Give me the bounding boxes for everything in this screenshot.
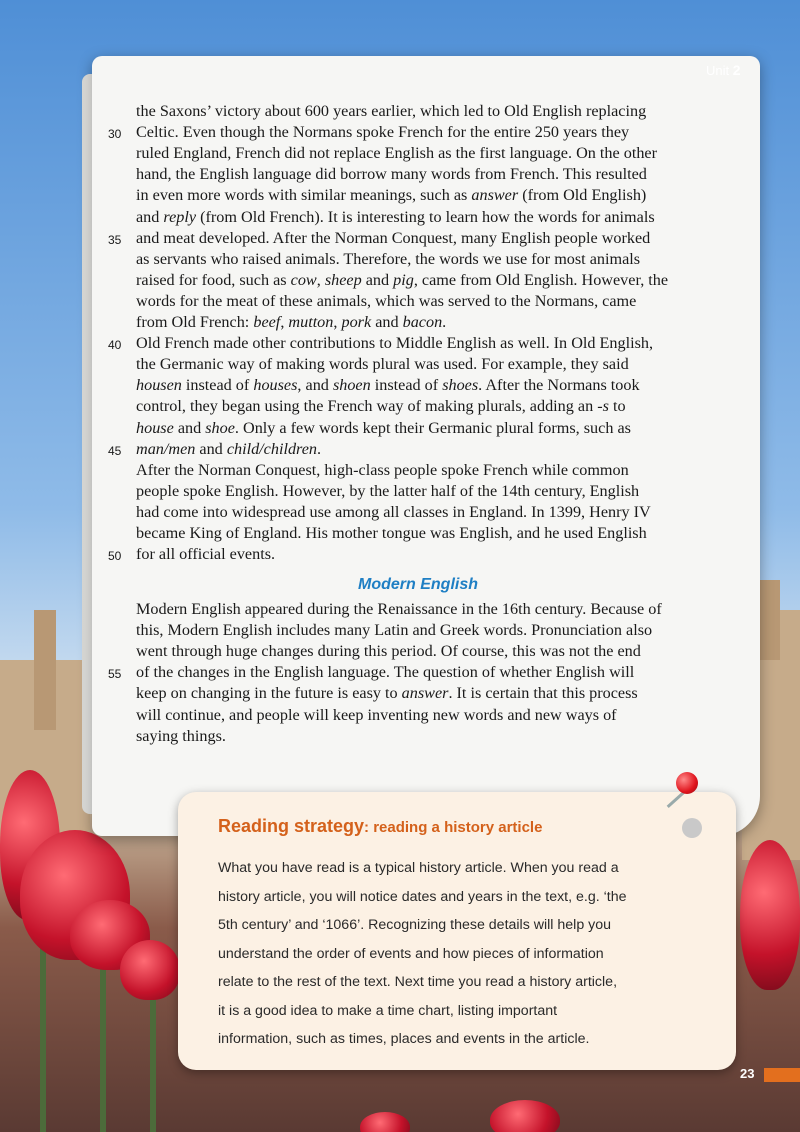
tower-right xyxy=(760,580,780,660)
strategy-line: it is a good idea to make a time chart, listing important xyxy=(218,1002,558,1019)
article-line: will continue, and people will keep inventing new words and new ways of xyxy=(136,705,617,724)
line-number: 50 xyxy=(108,549,122,564)
tulip-flower xyxy=(120,940,180,1000)
tower-left xyxy=(34,610,56,730)
article-line: in even more words with similar meanings, such as answer (from Old English) xyxy=(136,186,647,205)
article-line: people spoke English. However, by the latter half of the 14th century, English xyxy=(136,481,640,500)
article-line: went through huge changes during this period. Of course, this was not the end xyxy=(136,642,641,661)
section-heading: Modern English xyxy=(358,576,478,593)
article-line: ruled England, French did not replace English as the first language. On the other xyxy=(136,144,657,163)
article-line: had come into widespread use among all classes in England. In 1399, Henry IV xyxy=(136,502,651,521)
article-line: hand, the English language did borrow many words from French. This resulted xyxy=(136,165,647,184)
article-line: raised for food, such as cow, sheep and pig, came from Old English. However, the xyxy=(136,270,669,289)
article-line: control, they began using the French way of making plurals, adding an -s to xyxy=(136,397,626,416)
tulip-flower xyxy=(360,1112,410,1132)
pushpin-icon xyxy=(676,772,698,794)
article-line: the Saxons’ victory about 600 years earlier, which led to Old English replacing xyxy=(136,102,647,120)
article-line: became King of England. His mother tongue was English, and he used English xyxy=(136,524,647,542)
article-line: saying things. xyxy=(136,726,226,745)
strategy-title-main: Reading strategy xyxy=(218,816,365,836)
article-line: words for the meat of these animals, which was served to the Normans, came xyxy=(136,291,637,310)
line-number: 30 xyxy=(108,127,122,142)
article-line: Celtic. Even though the Normans spoke French for the entire 250 years they xyxy=(136,123,630,142)
article-line: of the changes in the English language. The question of whether English will xyxy=(136,663,635,682)
tulip-stem xyxy=(150,1000,156,1132)
strategy-line: 5th century’ and ‘1066’. Recognizing these details will help you xyxy=(218,917,612,933)
strategy-title xyxy=(218,816,542,837)
strategy-line: relate to the rest of the text. Next time you read a history article, xyxy=(218,974,618,990)
line-number: 45 xyxy=(108,443,122,458)
article-line: and meat developed. After the Norman Conquest, many English people worked xyxy=(136,228,651,247)
article-line: and reply (from Old French). It is interesting to learn how the words for animals xyxy=(136,207,655,226)
article-line: Old French made other contributions to Middle English as well. In Old English, xyxy=(136,334,654,353)
article-line: Modern English appeared during the Renaissance in the 16th century. Because of xyxy=(136,600,662,618)
tulip-stem xyxy=(100,960,106,1132)
page-number-bar xyxy=(764,1068,800,1082)
unit-label xyxy=(706,62,741,78)
article-line: for all official events. xyxy=(136,545,276,564)
article-line: the Germanic way of making words plural was used. For example, they said xyxy=(136,355,629,374)
strategy-line: understand the order of events and how pieces of information xyxy=(218,945,604,962)
strategy-line: What you have read is a typical history article. When you read a xyxy=(218,860,619,876)
page-number: 23 xyxy=(740,1066,755,1081)
line-number: 40 xyxy=(108,338,122,353)
tulip-flower xyxy=(740,840,800,990)
unit-number: 2 xyxy=(732,62,741,78)
article-line: house and shoe. Only a few words kept their Germanic plural forms, such as xyxy=(136,418,631,437)
strategy-line: information, such as times, places and events in the article. xyxy=(218,1031,590,1047)
strategy-title-sub: : reading a history article xyxy=(364,819,543,836)
article-line: housen instead of houses, and shoen instead of shoes. After the Normans took xyxy=(136,376,640,395)
article-line: this, Modern English includes many Latin and Greek words. Pronunciation also xyxy=(136,621,653,640)
line-number: 35 xyxy=(108,232,122,247)
article-line: as servants who raised animals. Therefore, the words we use for most animals xyxy=(136,249,641,268)
pin-hole-icon xyxy=(682,818,702,838)
article-line: keep on changing in the future is easy to answer. It is certain that this process xyxy=(136,684,638,703)
tulip-flower xyxy=(490,1100,560,1132)
line-number: 55 xyxy=(108,667,122,682)
article-line: man/men and child/children. xyxy=(136,439,322,458)
page-number-tab xyxy=(736,1066,800,1082)
unit-text: Unit xyxy=(706,63,730,78)
strategy-line: history article, you will notice dates and years in the text, e.g. ‘the xyxy=(218,888,627,905)
article-line: from Old French: beef, mutton, pork and bacon. xyxy=(136,313,447,331)
article-line: After the Norman Conquest, high-class people spoke French while common xyxy=(136,460,629,479)
